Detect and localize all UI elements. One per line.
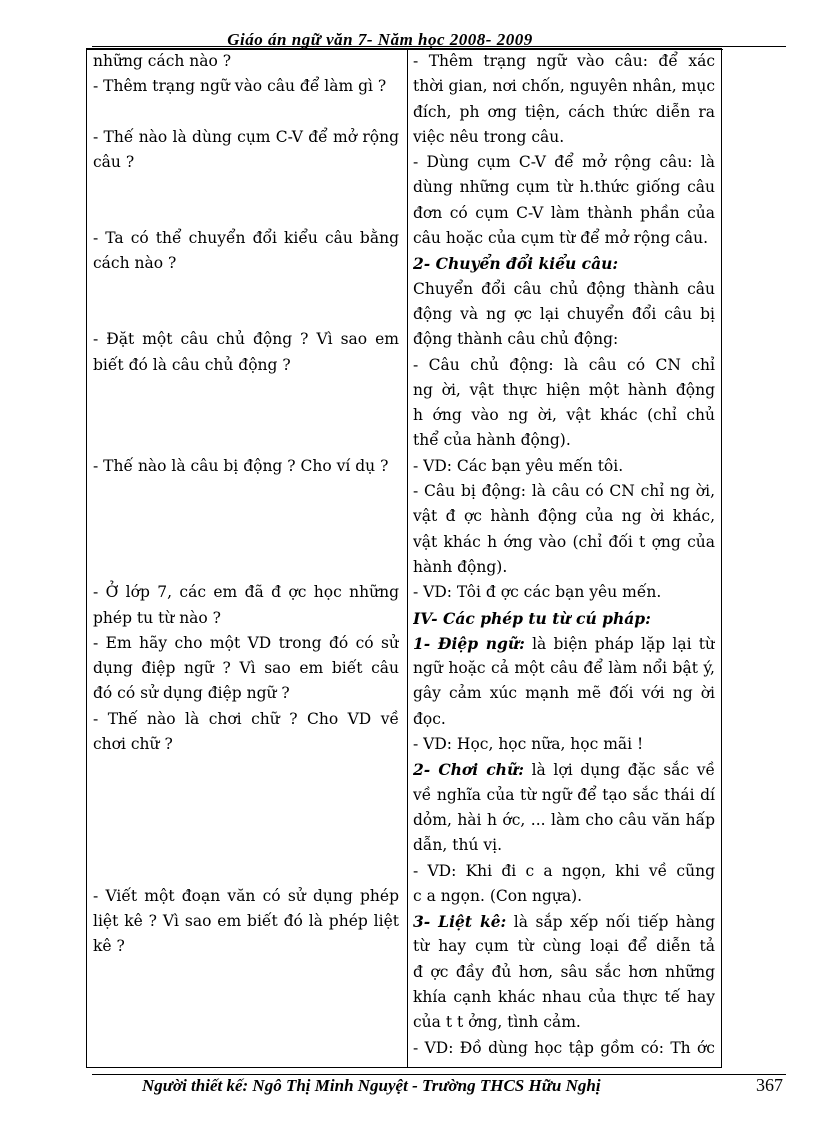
term-heading: 1- Điệp ngữ: — [413, 633, 525, 653]
answer-line: khía cạnh khác nhau của thực tế hay — [413, 987, 715, 1006]
question-line: - Thế nào là dùng cụm C-V để mở rộng — [93, 127, 399, 146]
answer-line: từ hay cụm từ cùng loại để diễn tả — [413, 937, 715, 956]
question-line — [93, 757, 399, 782]
question-line: đó có sử dụng điệp ngữ ? — [93, 684, 290, 703]
question-line — [93, 100, 399, 125]
answer-line: - VD: Các bạn yêu mến tôi. — [413, 456, 624, 475]
answer-line: 1- Điệp ngữ: là biện pháp lặp lại từ — [413, 633, 715, 653]
question-line: - Thế nào là chơi chữ ? Cho VD về — [93, 709, 399, 728]
page-header-title: Giáo án ngữ văn 7- Năm học 2008- 2009 — [227, 30, 533, 49]
page-number: 367 — [756, 1075, 783, 1095]
question-line: biết đó là câu chủ động ? — [93, 355, 291, 374]
question-line: - Em hãy cho một VD trong đó có sử — [93, 633, 399, 652]
question-line: câu ? — [93, 153, 135, 172]
question-line: liệt kê ? Vì sao em biết đó là phép liệt — [93, 912, 399, 931]
answer-line: 2- Chuyển đổi kiểu câu: — [413, 254, 619, 274]
answer-line: động thành câu chủ động: — [413, 330, 619, 349]
answer-line: c a ngọn. (Con ngựa). — [413, 886, 583, 905]
answer-line: gây cảm xúc mạnh mẽ đối với ng ời — [413, 684, 715, 703]
question-line: - Thế nào là câu bị động ? Cho ví dụ ? — [93, 456, 389, 475]
question-line — [93, 201, 399, 226]
answer-line: IV- Các phép tu từ cú pháp: — [413, 608, 651, 628]
answer-line: - VD: Khi đi c a ngọn, khi về cũng — [413, 861, 715, 880]
answer-line: về nghĩa của từ ngữ để tạo sắc thái dí — [413, 785, 715, 804]
question-line: phép tu từ nào ? — [93, 608, 221, 627]
answer-line: thể của hành động). — [413, 431, 571, 450]
answer-line: - Thêm trạng ngữ vào câu: để xác — [413, 52, 715, 70]
question-line: chơi chữ ? — [93, 735, 173, 754]
question-line — [93, 530, 399, 555]
answer-line: động và ng ợc lại chuyển đổi câu bị — [413, 304, 715, 323]
left-column — [93, 49, 399, 960]
question-line — [93, 378, 399, 403]
answer-line: câu hoặc của cụm từ để mở rộng câu. — [413, 229, 708, 248]
question-line — [93, 479, 399, 504]
answer-line: dùng những cụm từ h.thức giống câu — [413, 178, 715, 197]
answer-line: dẫn, thú vị. — [413, 836, 503, 855]
answer-line: - Câu chủ động: là câu có CN chỉ — [413, 355, 715, 374]
term-heading: 3- Liệt kê: — [413, 912, 507, 932]
question-line — [93, 175, 399, 200]
question-line — [93, 302, 399, 327]
answer-line: đích, ph ơng tiện, cách thức diễn ra — [413, 102, 715, 121]
answer-line: 2- Chơi chữ: là lợi dụng đặc sắc về — [413, 760, 715, 780]
answer-line: ngữ hoặc cả một câu để làm nổi bật ý, — [413, 659, 715, 678]
question-line: - Thêm trạng ngữ vào câu để làm gì ? — [93, 77, 387, 96]
answer-line: việc nêu trong câu. — [413, 127, 565, 146]
answer-line: 3- Liệt kê: là sắp xếp nối tiếp hàng — [413, 912, 715, 932]
question-line: những cách nào ? — [93, 52, 232, 70]
term-heading: 2- Chơi chữ: — [413, 760, 524, 780]
answer-line: vật khác h ớng vào (chỉ đối t ợng của — [413, 532, 715, 551]
question-line — [93, 428, 399, 453]
question-line — [93, 504, 399, 529]
answer-line: dỏm, hài h ớc, ... làm cho câu văn hấp — [413, 810, 715, 829]
question-line — [93, 277, 399, 302]
question-line: dụng điệp ngữ ? Vì sao em biết câu — [93, 659, 399, 678]
footer-author: Người thiết kế: Ngô Thị Minh Nguyệt - Trường THCS Hữu Nghị — [142, 1076, 601, 1095]
column-divider — [407, 49, 408, 1067]
question-line: cách nào ? — [93, 254, 177, 273]
question-line — [93, 833, 399, 858]
footer-rule — [92, 1074, 786, 1075]
lesson-table — [86, 48, 722, 1068]
question-line: kê ? — [93, 937, 125, 956]
question-line — [93, 808, 399, 833]
answer-line: - Dùng cụm C-V để mở rộng câu: là — [413, 153, 715, 172]
question-line: - Đặt một câu chủ động ? Vì sao em — [93, 330, 399, 349]
answer-line: - Câu bị động: là câu có CN chỉ ng ời, — [413, 482, 715, 501]
question-line — [93, 555, 399, 580]
question-line — [93, 403, 399, 428]
answer-line: h ớng vào ng ời, vật khác (chỉ chủ — [413, 406, 715, 425]
answer-line: Chuyển đổi câu chủ động thành câu — [413, 279, 715, 298]
answer-line: - VD: Đồ dùng học tập gồm có: Th ớc — [413, 1038, 715, 1057]
answer-line: đơn có cụm C-V làm thành phần của — [413, 203, 715, 222]
answer-line: hành động). — [413, 557, 508, 576]
answer-line: vật đ ợc hành động của ng ời khác, — [413, 507, 715, 526]
answer-line: - VD: Học, học nữa, học mãi ! — [413, 735, 644, 754]
question-line: - Ở lớp 7, các em đã đ ợc học những — [93, 583, 399, 602]
answer-line: ng ời, vật thực hiện một hành động — [413, 380, 715, 399]
question-line: - Ta có thể chuyển đổi kiểu câu bằng — [93, 229, 399, 248]
question-line — [93, 859, 399, 884]
answer-line: đọc. — [413, 709, 446, 728]
answer-line: đ ợc đầy đủ hơn, sâu sắc hơn những — [413, 962, 715, 981]
answer-line: của t t ởng, tình cảm. — [413, 1013, 581, 1032]
answer-line: - VD: Tôi đ ợc các bạn yêu mến. — [413, 583, 662, 602]
answer-line: thời gian, nơi chốn, nguyên nhân, mục — [413, 77, 715, 96]
question-line: - Viết một đoạn văn có sử dụng phép — [93, 886, 399, 905]
header-rule — [92, 46, 786, 47]
question-line — [93, 783, 399, 808]
right-column — [413, 49, 715, 1061]
